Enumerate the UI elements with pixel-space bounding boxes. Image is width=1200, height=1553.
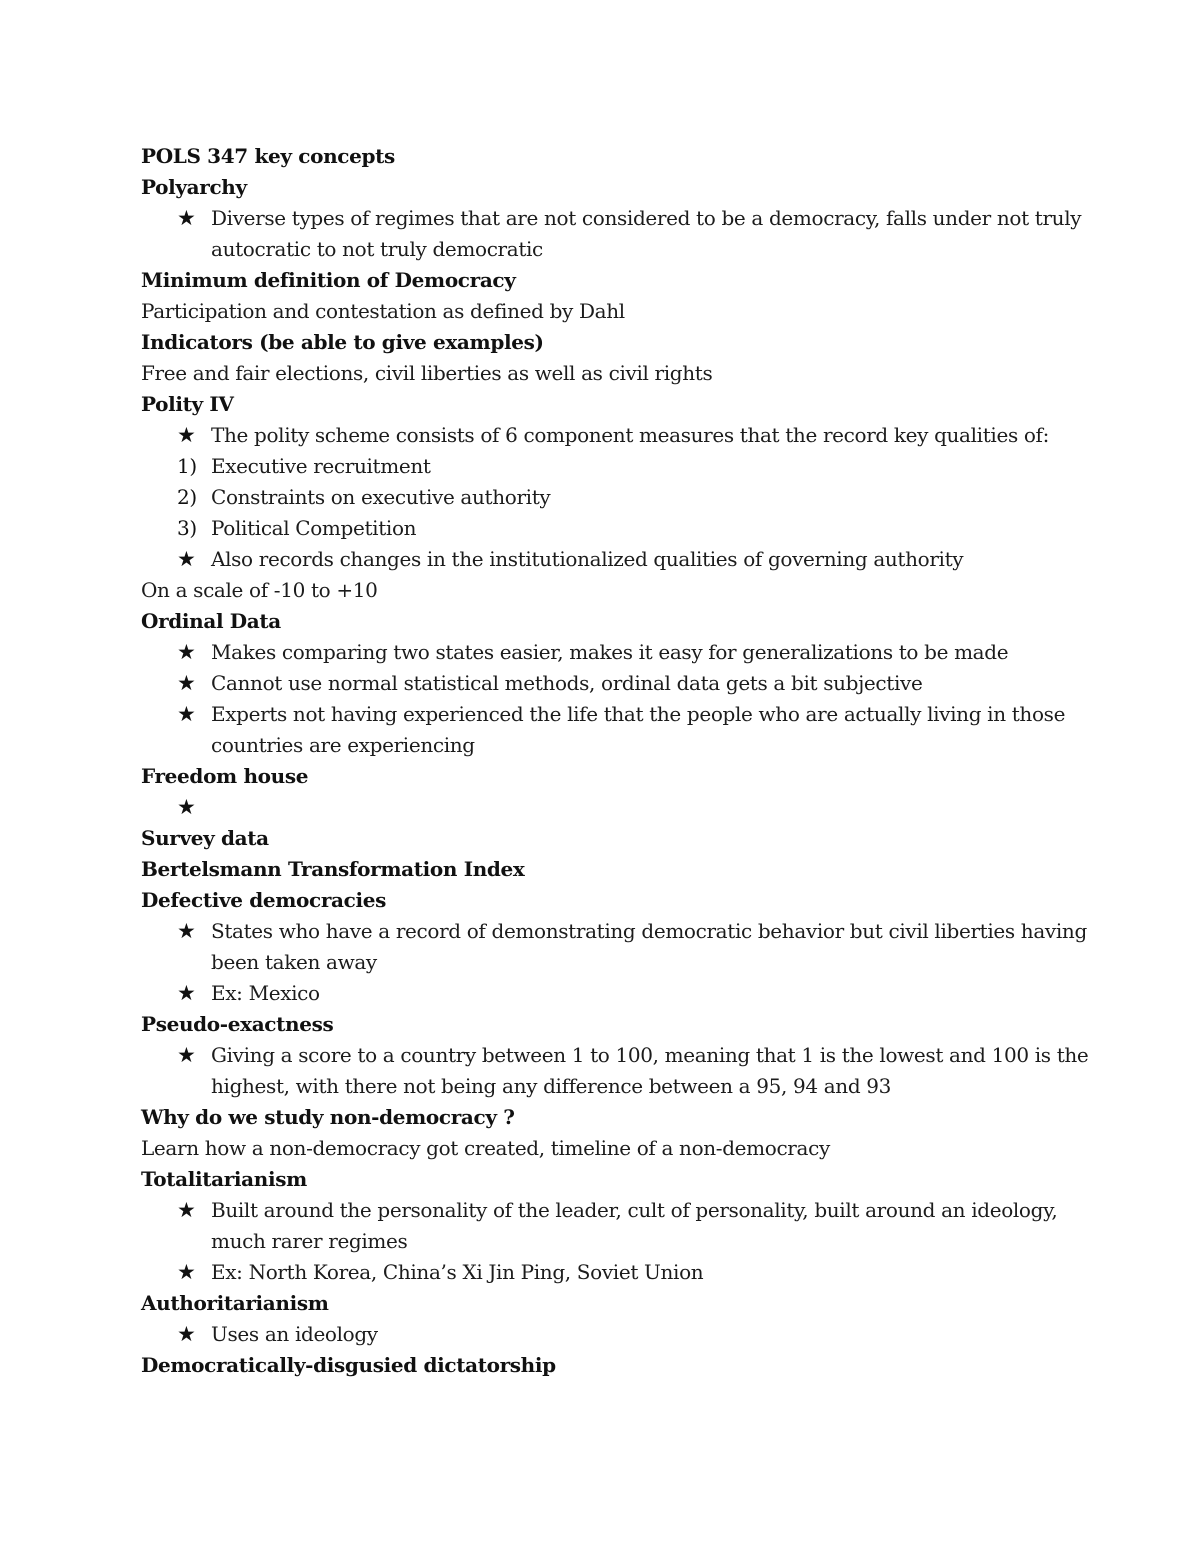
list-item [141, 637, 1061, 668]
list-item-text: Constraints on executive authority [211, 485, 551, 509]
star-bullet-icon: ★ [177, 1043, 196, 1067]
heading-democratically-disguised: Democratically-disgusied dictatorship [141, 1353, 556, 1377]
list-item [141, 668, 1061, 699]
numbered-item [141, 451, 1061, 482]
heading-freedom-house: Freedom house [141, 764, 309, 788]
list-item [141, 699, 1066, 761]
empty-list-item [141, 792, 1061, 823]
list-item [141, 916, 1087, 978]
list-item [141, 1257, 1061, 1288]
document-page [141, 141, 1089, 1381]
list-item-text: Cannot use normal statistical methods, ordinal data gets a bit subjective [211, 671, 923, 695]
list-item-text: Experts not having experienced the life that the people who are actually living in those [211, 702, 1066, 726]
star-bullet-icon: ★ [177, 981, 196, 1005]
heading-survey-data: Survey data [141, 826, 269, 850]
list-number: 3) [177, 516, 197, 540]
star-bullet-icon: ★ [177, 919, 196, 943]
star-bullet-icon: ★ [177, 671, 196, 695]
star-bullet-icon: ★ [177, 640, 196, 664]
star-bullet-icon: ★ [177, 423, 196, 447]
heading-polyarchy: Polyarchy [141, 175, 247, 199]
star-bullet-icon: ★ [177, 206, 196, 230]
list-item [141, 544, 1061, 575]
list-item [141, 1195, 1061, 1257]
list-item-text: The polity scheme consists of 6 component measures that the record key qualities of: [211, 423, 1049, 447]
star-bullet-icon: ★ [177, 547, 196, 571]
list-item-text: Uses an ideology [211, 1322, 378, 1346]
list-item-text-continued: countries are experiencing [211, 733, 475, 757]
star-bullet-icon: ★ [177, 1260, 196, 1284]
star-bullet-icon: ★ [177, 1198, 196, 1222]
list-item-text: Executive recruitment [211, 454, 431, 478]
list-item-text: States who have a record of demonstrating democratic behavior but civil liberties having [211, 919, 1087, 943]
numbered-item [141, 513, 1061, 544]
list-number: 1) [177, 454, 197, 478]
heading-authoritarianism: Authoritarianism [141, 1291, 329, 1315]
list-item-text-continued: been taken away [211, 950, 377, 974]
list-item-text: Ex: Mexico [211, 981, 320, 1005]
list-item-text: Also records changes in the institutionalized qualities of governing authority [211, 547, 964, 571]
heading-totalitarianism: Totalitarianism [141, 1167, 307, 1191]
heading-pseudo-exactness: Pseudo-exactness [141, 1012, 334, 1036]
heading-defective-democracies: Defective democracies [141, 888, 387, 912]
paragraph-polity-scale: On a scale of -10 to +10 [141, 578, 378, 602]
list-item-text-continued: much rarer regimes [211, 1229, 408, 1253]
list-item-text: Diverse types of regimes that are not considered to be a democracy, falls under not truly [211, 206, 1082, 230]
list-item-text-continued: highest, with there not being any difference between a 95, 94 and 93 [211, 1074, 892, 1098]
star-bullet-icon: ★ [177, 795, 196, 819]
list-item [141, 203, 1082, 265]
heading-indicators: Indicators (be able to give examples) [141, 330, 544, 354]
list-item-text: Makes comparing two states easier, makes it easy for generalizations to be made [211, 640, 1009, 664]
heading-minimum-definition: Minimum definition of Democracy [141, 268, 516, 292]
numbered-item [141, 482, 1061, 513]
paragraph-why-study: Learn how a non-democracy got created, timeline of a non-democracy [141, 1136, 830, 1160]
list-item [141, 1319, 1061, 1350]
list-item-text: Giving a score to a country between 1 to 100, meaning that 1 is the lowest and 100 is the [211, 1043, 1089, 1067]
list-item-text: Built around the personality of the leader, cult of personality, built around an ideology, [211, 1198, 1058, 1222]
list-item-text: Political Competition [211, 516, 417, 540]
star-bullet-icon: ★ [177, 1322, 196, 1346]
list-number: 2) [177, 485, 197, 509]
list-item-text-continued: autocratic to not truly democratic [211, 237, 543, 261]
paragraph-minimum-definition: Participation and contestation as defined by Dahl [141, 299, 625, 323]
heading-bertelsmann-index: Bertelsmann Transformation Index [141, 857, 525, 881]
list-item [141, 978, 1061, 1009]
list-item [141, 1040, 1089, 1102]
paragraph-indicators: Free and fair elections, civil liberties as well as civil rights [141, 361, 713, 385]
heading-why-study: Why do we study non-democracy ? [141, 1105, 515, 1129]
document-title: POLS 347 key concepts [141, 144, 395, 168]
list-item [141, 420, 1061, 451]
heading-polity-iv: Polity IV [141, 392, 234, 416]
list-item-text: Ex: North Korea, China’s Xi Jin Ping, Soviet Union [211, 1260, 704, 1284]
heading-ordinal-data: Ordinal Data [141, 609, 281, 633]
star-bullet-icon: ★ [177, 702, 196, 726]
